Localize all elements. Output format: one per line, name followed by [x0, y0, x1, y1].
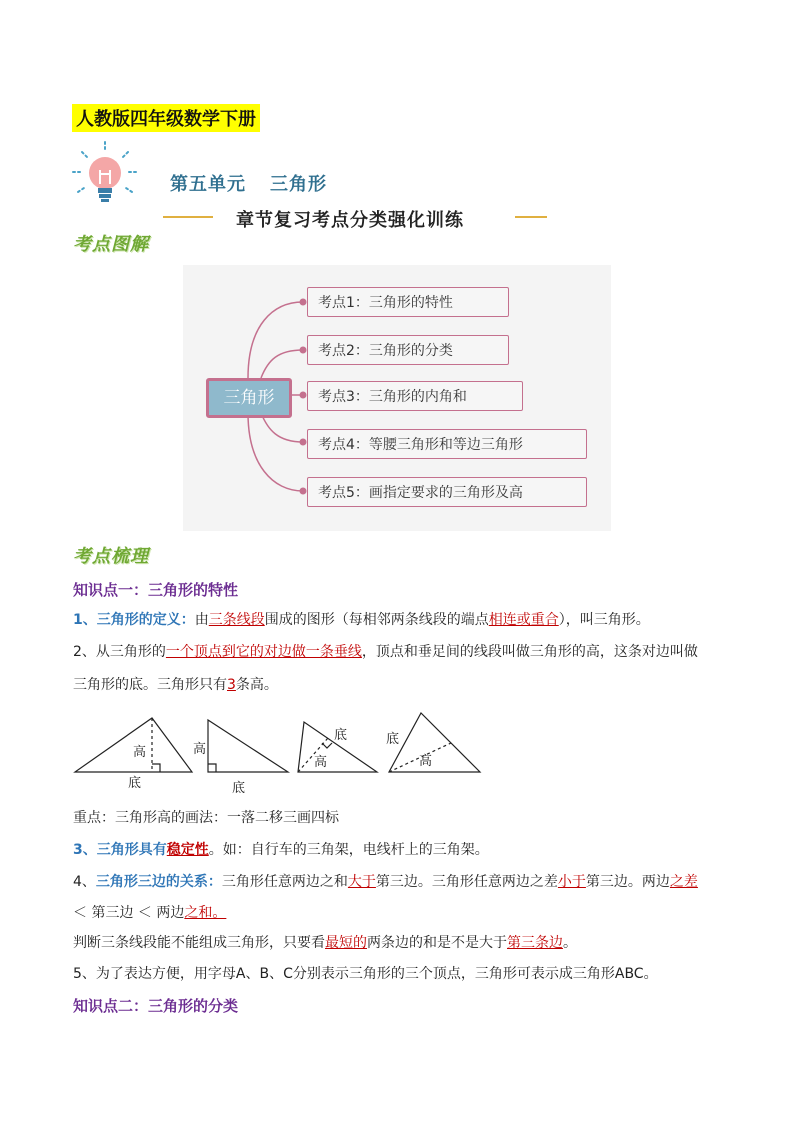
label-base-3: 底 — [334, 728, 348, 743]
knowledge-point-1-title: 知识点一：三角形的特性 — [73, 581, 239, 599]
paragraph-key-point: 重点：三角形高的画法：一落二移三画四标 — [73, 810, 339, 826]
label-height-4: 高 — [419, 754, 433, 769]
paragraph-notation: 5、为了表达方便，用字母A、B、C分别表示三角形的三个顶点，三角形可表示成三角形ABC。 — [73, 966, 658, 982]
unit-label: 第五单元 — [170, 174, 246, 195]
book-title: 人教版四年级数学下册 — [72, 104, 260, 132]
paragraph-judge: 判断三条线段能不能组成三角形，只要看最短的两条边的和是不是大于第三条边。 — [73, 935, 577, 951]
mindmap-node-2: 考点2：三角形的分类 — [307, 335, 509, 365]
paragraph-stability: 3、三角形具有稳定性。如：自行车的三角架，电线杆上的三角架。 — [73, 842, 489, 858]
section-heading-diagram: 考点图解 — [73, 234, 149, 255]
mindmap-node-3: 考点3：三角形的内角和 — [307, 381, 523, 411]
label-base-4: 底 — [386, 732, 400, 747]
subtitle-divider-left — [163, 216, 213, 218]
label-base-2: 底 — [232, 781, 246, 796]
paragraph-side-relation-cont: ＜ 第三边 ＜ 两边之和。 — [73, 905, 227, 921]
unit-name: 三角形 — [270, 174, 327, 195]
subtitle-divider-right — [515, 216, 547, 218]
paragraph-height-cont: 三角形的底。三角形只有3条高。 — [73, 677, 278, 693]
light-bulb-icon — [70, 140, 140, 210]
paragraph-height: 2、从三角形的一个顶点到它的对边做一条垂线，顶点和垂足间的线段叫做三角形的高，这条对边叫做 — [73, 644, 698, 660]
paragraph-definition: 1、三角形的定义：由三条线段围成的图形（每相邻两条线段的端点相连或重合），叫三角形。 — [73, 612, 650, 628]
label-height-1: 高 — [133, 745, 147, 760]
mindmap-node-4: 考点4：等腰三角形和等边三角形 — [307, 429, 587, 459]
label-height-2: 高 — [193, 742, 207, 757]
label-base-1: 底 — [128, 776, 142, 791]
subtitle: 章节复习考点分类强化训练 — [236, 210, 464, 231]
mindmap-center-node: 三角形 — [206, 378, 292, 418]
knowledge-point-2-title: 知识点二：三角形的分类 — [73, 997, 239, 1015]
paragraph-side-relation: 4、三角形三边的关系：三角形任意两边之和大于第三边。三角形任意两边之差小于第三边。两边之差 — [73, 874, 698, 890]
label-height-3: 高 — [314, 755, 328, 770]
mindmap-node-5: 考点5：画指定要求的三角形及高 — [307, 477, 587, 507]
section-heading-review: 考点梳理 — [73, 546, 149, 567]
mindmap-node-1: 考点1：三角形的特性 — [307, 287, 509, 317]
unit-title — [170, 170, 327, 196]
